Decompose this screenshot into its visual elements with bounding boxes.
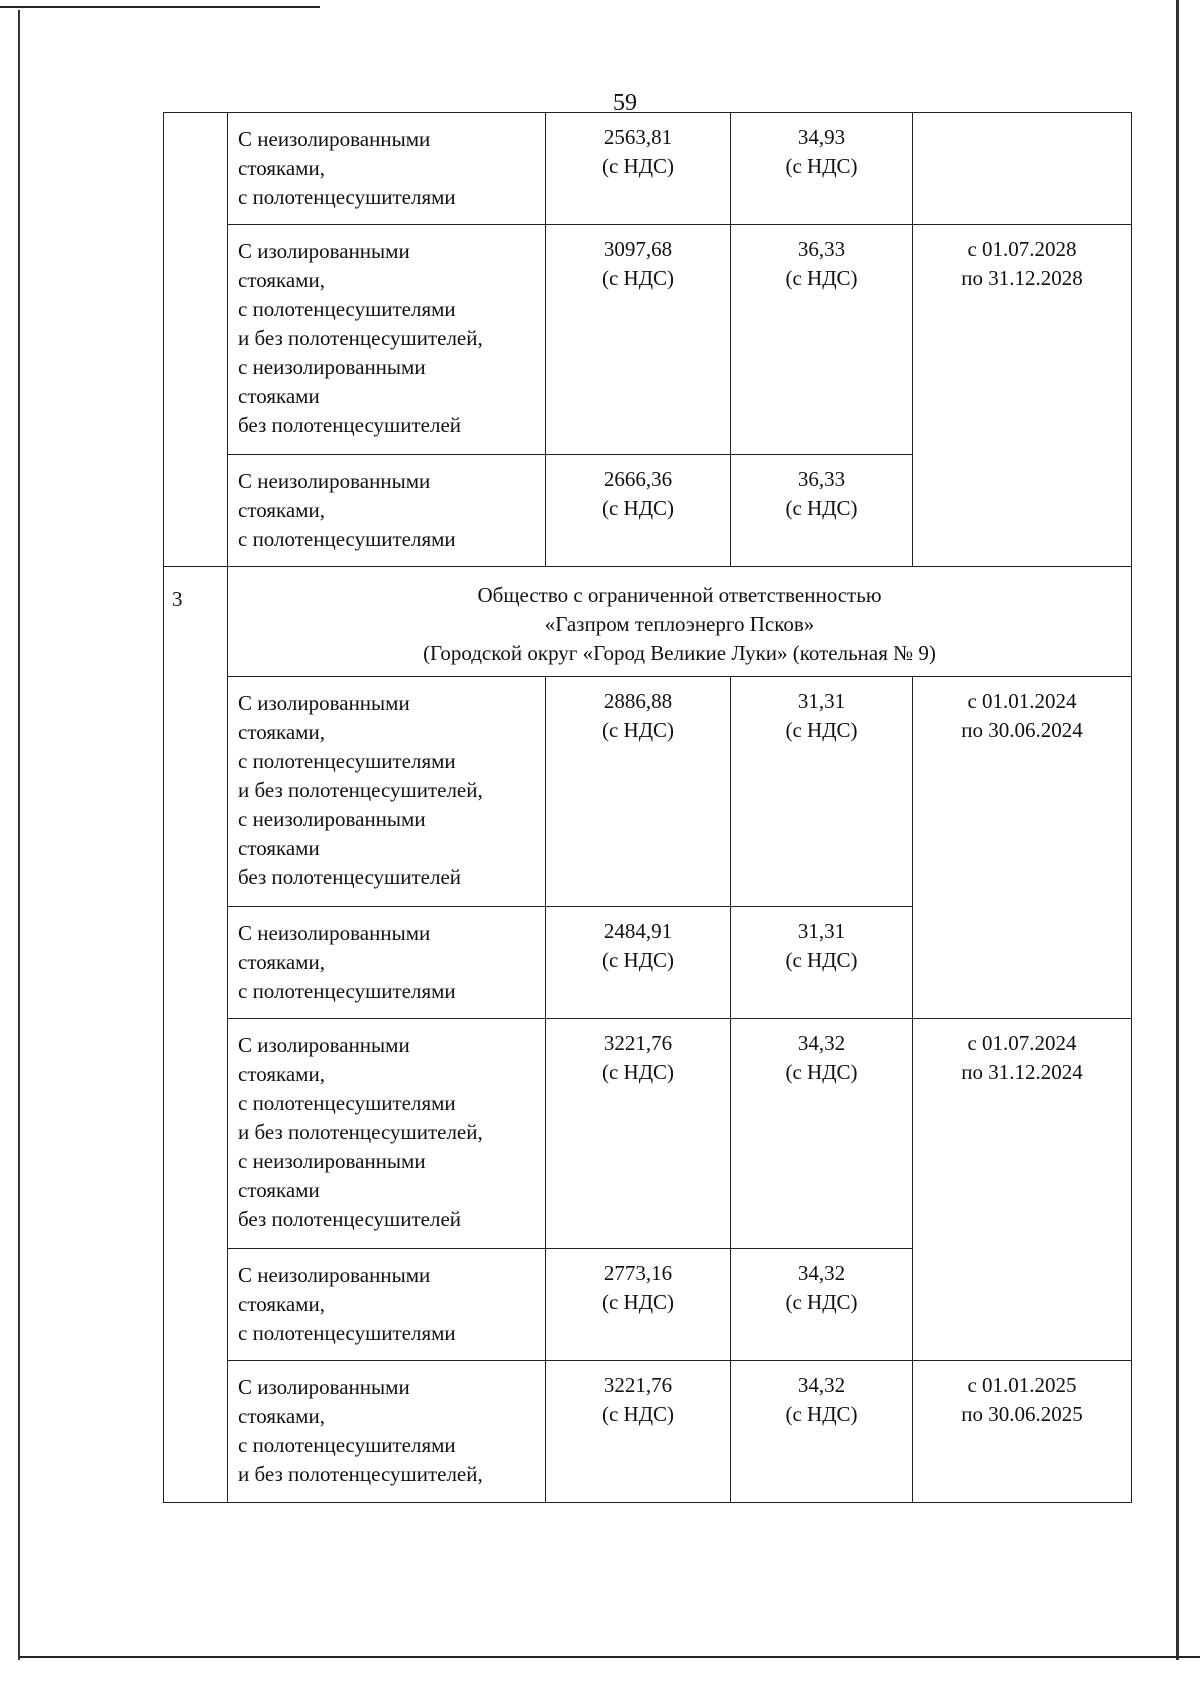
table-row: [164, 677, 1132, 907]
organization-location: (Городской округ «Город Великие Луки» (котельная № 9): [423, 640, 936, 665]
consumer-category-cell: С изолированными стояками, с полотенцесушителями и без полотенцесушителей, с неизолированными стояками без полотенцесушителей: [228, 677, 546, 907]
row-number: 3: [172, 587, 183, 611]
price-cell: 2484,91 (с НДС): [546, 907, 731, 1019]
price-cell: 2886,88 (с НДС): [546, 677, 731, 907]
price-cell: 3221,76 (с НДС): [546, 1361, 731, 1503]
norm-cell: 34,32 (с НДС): [731, 1019, 913, 1249]
consumer-category-cell: С изолированными стояками, с полотенцесушителями и без полотенцесушителей, с неизолированными стояками без полотенцесушителей: [228, 225, 546, 455]
table-row: [164, 1361, 1132, 1503]
table-row: [164, 225, 1132, 455]
norm-cell: 36,33 (с НДС): [731, 225, 913, 455]
price-cell: 2773,16 (с НДС): [546, 1249, 731, 1361]
consumer-category-cell: С неизолированными стояками, с полотенцесушителями: [228, 1249, 546, 1361]
row-number-cell: [164, 113, 228, 567]
norm-cell: 34,32 (с НДС): [731, 1249, 913, 1361]
consumer-category-cell: С неизолированными стояками, с полотенцесушителями: [228, 907, 546, 1019]
norm-cell: 34,93 (с НДС): [731, 113, 913, 225]
norm-cell: 34,32 (с НДС): [731, 1361, 913, 1503]
row-number-cell: [164, 567, 228, 1503]
table-row: [164, 113, 1132, 225]
consumer-category-cell: С изолированными стояками, с полотенцесушителями и без полотенцесушителей,: [228, 1361, 546, 1503]
organization-header-row: [164, 567, 1132, 677]
period-cell: [913, 113, 1132, 225]
price-cell: 2666,36 (с НДС): [546, 455, 731, 567]
consumer-category-cell: С неизолированными стояками, с полотенцесушителями: [228, 455, 546, 567]
price-cell: 3221,76 (с НДС): [546, 1019, 731, 1249]
norm-cell: 31,31 (с НДС): [731, 677, 913, 907]
period-cell: с 01.01.2024 по 30.06.2024: [913, 677, 1132, 1019]
period-cell: с 01.07.2028 по 31.12.2028: [913, 225, 1132, 567]
price-cell: 3097,68 (с НДС): [546, 225, 731, 455]
page-number: 59: [613, 90, 637, 116]
period-cell: с 01.01.2025 по 30.06.2025: [913, 1361, 1132, 1503]
consumer-category-cell: С изолированными стояками, с полотенцесушителями и без полотенцесушителей, с неизолированными стояками без полотенцесушителей: [228, 1019, 546, 1249]
organization-brand: «Газпром теплоэнерго Псков»: [544, 611, 815, 636]
norm-cell: 36,33 (с НДС): [731, 455, 913, 567]
sheet-edge-top: [0, 6, 320, 8]
period-cell: с 01.07.2024 по 31.12.2024: [913, 1019, 1132, 1361]
organization-cell: [228, 567, 1132, 677]
tariff-table: [163, 112, 1132, 1503]
table-row: [164, 1019, 1132, 1249]
consumer-category-cell: С неизолированными стояками, с полотенцесушителями: [228, 113, 546, 225]
sheet-edge-left: [18, 10, 20, 1660]
sheet-edge-right: [1176, 0, 1179, 1660]
price-cell: 2563,81 (с НДС): [546, 113, 731, 225]
sheet-edge-bottom: [20, 1656, 1200, 1658]
organization-name: Общество с ограниченной ответственностью: [477, 583, 882, 607]
norm-cell: 31,31 (с НДС): [731, 907, 913, 1019]
